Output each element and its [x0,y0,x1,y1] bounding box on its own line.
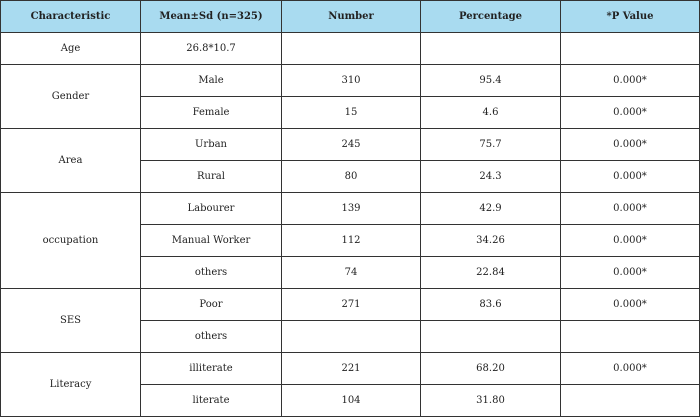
sub-label: others [141,257,282,289]
group-label: Area [1,129,141,193]
p-value-cell: 0.000* [561,289,700,321]
number-cell [282,33,421,65]
header-characteristic: Characteristic [1,1,141,33]
number-cell: 112 [282,225,421,257]
number-cell: 245 [282,129,421,161]
percentage-cell: 83.6 [421,289,561,321]
table-header [1,1,700,33]
p-value-cell: 0.000* [561,225,700,257]
p-value-cell: 0.000* [561,65,700,97]
percentage-cell: 31.80 [421,385,561,417]
percentage-cell [421,321,561,353]
percentage-cell: 42.9 [421,193,561,225]
table-row [1,289,700,321]
number-cell: 139 [282,193,421,225]
number-cell: 221 [282,353,421,385]
header-mean-sd: Mean±Sd (n=325) [141,1,282,33]
p-value-cell: 0.000* [561,129,700,161]
sub-label: literate [141,385,282,417]
group-label: Gender [1,65,141,129]
header-row [1,1,700,33]
number-cell: 104 [282,385,421,417]
table-row [1,353,700,385]
number-cell: 271 [282,289,421,321]
sub-label: Rural [141,161,282,193]
table-row [1,33,700,65]
table-row [1,193,700,225]
p-value-cell [561,385,700,417]
sub-label: Urban [141,129,282,161]
percentage-cell: 34.26 [421,225,561,257]
header-p-value: *P Value [561,1,700,33]
group-label: SES [1,289,141,353]
p-value-cell: 0.000* [561,257,700,289]
table-row [1,129,700,161]
number-cell: 74 [282,257,421,289]
table-row [1,65,700,97]
p-value-cell: 0.000* [561,97,700,129]
percentage-cell: 68.20 [421,353,561,385]
percentage-cell: 24.3 [421,161,561,193]
sub-label: illiterate [141,353,282,385]
table-body [1,33,700,417]
header-percentage: Percentage [421,1,561,33]
group-label: occupation [1,193,141,289]
number-cell: 80 [282,161,421,193]
percentage-cell: 75.7 [421,129,561,161]
percentage-cell: 22.84 [421,257,561,289]
p-value-cell [561,321,700,353]
p-value-cell: 0.000* [561,161,700,193]
p-value-cell: 0.000* [561,193,700,225]
number-cell: 15 [282,97,421,129]
p-value-cell [561,33,700,65]
sub-label: Labourer [141,193,282,225]
percentage-cell: 4.6 [421,97,561,129]
sub-label: others [141,321,282,353]
p-value-cell: 0.000* [561,353,700,385]
sub-label: Male [141,65,282,97]
percentage-cell: 95.4 [421,65,561,97]
group-label: Age [1,33,141,65]
sub-label: Female [141,97,282,129]
group-label: Literacy [1,353,141,417]
header-number: Number [282,1,421,33]
percentage-cell [421,33,561,65]
sub-label: Poor [141,289,282,321]
number-cell [282,321,421,353]
sub-label: Manual Worker [141,225,282,257]
sub-label: 26.8*10.7 [141,33,282,65]
number-cell: 310 [282,65,421,97]
